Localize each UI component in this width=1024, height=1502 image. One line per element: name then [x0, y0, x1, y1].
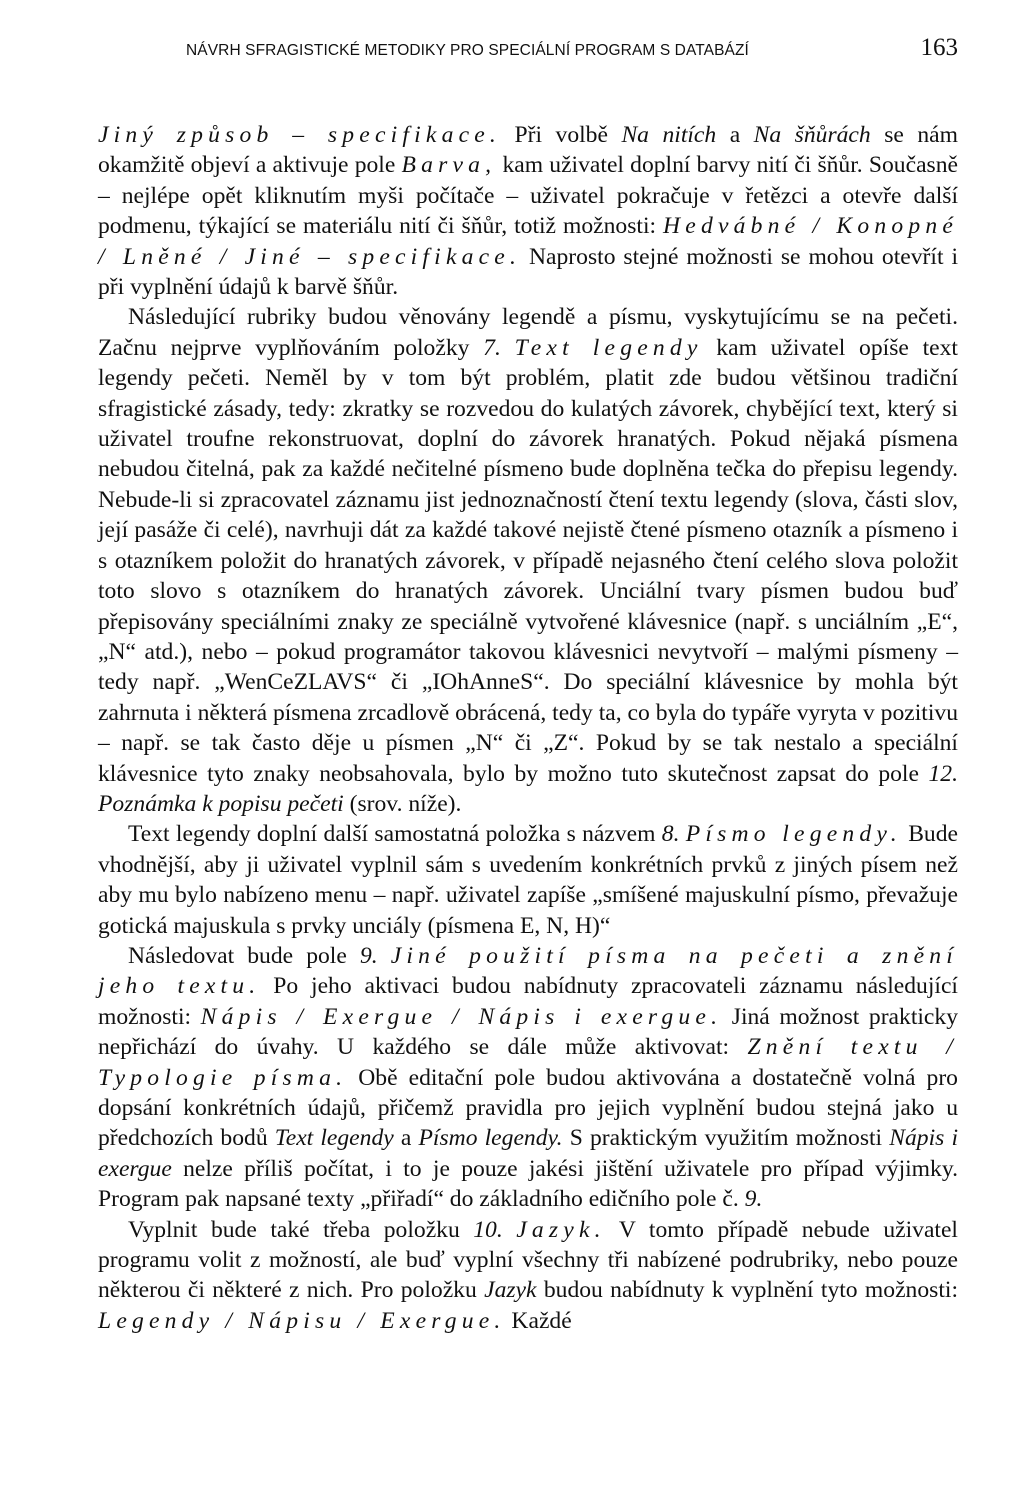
italic-text: Nápis i exergue — [98, 1125, 959, 1182]
text-run: Naprosto stejné možnosti se mohou otevřít i při vyplnění údajů k barvě šňůr. — [98, 243, 958, 301]
text-run — [501, 335, 515, 361]
text-run: V tomto případě nebude uživatel programu volit z možností, ale buď vyplní všechny tři nabízené podrubriky, nebo pouze některou či některé z nich. Pro položku — [98, 1216, 958, 1304]
italic-text: Text legendy — [274, 1125, 394, 1152]
spaced-italic-term: Text legendy — [514, 334, 703, 361]
text-run: Po jeho aktivaci budou nabídnuty zpracovateli záznamu následující možnosti: — [98, 973, 958, 1030]
paragraph — [98, 819, 958, 941]
running-title: NÁVRH SFRAGISTICKÉ METODIKY PRO SPECIÁLNÍ PROGRAM S DATABÁZÍ — [186, 42, 749, 59]
text-run: Vyplnit bude také třeba položku — [128, 1216, 474, 1243]
text-run: (srov. níže). — [343, 790, 462, 817]
paragraph — [98, 302, 958, 819]
text-run: Text legendy doplní další samostatná položka s názvem — [128, 821, 662, 848]
text-run: Následující rubriky budou věnovány legendě a písmu, vyskytujícímu se na pečeti. Začnu nejprve vyplňováním položky — [98, 304, 958, 361]
italic-text: Na šňůrách — [753, 122, 871, 148]
italic-text: Písmo legendy. — [418, 1125, 563, 1152]
text-run: se nám okamžitě objeví a aktivuje pole — [98, 122, 958, 179]
paragraph — [98, 120, 958, 302]
text-run — [378, 943, 391, 969]
text-run: budou nabídnuty k vyplnění tyto možnosti: — [536, 1277, 958, 1304]
spaced-italic-term: Jazyk. — [516, 1216, 606, 1243]
text-run: a — [393, 1125, 419, 1152]
text-run: kam uživatel opíše text legendy pečeti. Neměl by v tom být problém, platit zde budou většinou tradiční sfragistické zásady, tedy: zkratky se rozvedou do kulatých závorek, chybějící text, který si uživatel troufne rekonstruovat, doplní do závorek hranatých. Pokud nějaká písmena nebudou čitelná, pak za každé nečitelné písmeno bude doplněna tečka do přepisu legendy. Nebude-li si zpracovatel záznamu jist jednoznačností čtení textu legendy (slova, části slov, její pasáže či celé), navrhuji dát za každé takové nejistě čtené písmeno otazník a písmeno i s otazníkem položit do hranatých závorek, v případě nejasného čtení celého slova položit toto slovo s otazníkem do hranatých závorek. Unciální tvary písmen budou buď přepisovány speciálními znaky ze speciálně vytvořené klávesnice (např. s unciálním „E“, „N“ atd.), nebo – pokud programátor takovou klávesnici nevytvoří – malými písmeny – tedy např. „WenCeZLAVS“ či „IOhAnneS“. Do speciální klávesnice by mohla být zahrnuta i některá písmena zrcadlově obrácená, tedy ta, co byla do typáře vyryta v pozitivu – např. se tak často děje u písmen „N“ či „Z“. Pokud by se tak nestalo a speciální klávesnice tyto znaky neobsahovala, bylo by možno tuto skutečnost zapsat do pole — [98, 334, 958, 787]
spaced-italic-term: Jiné použití písma na pečeti a znění jeho textu. — [98, 942, 958, 1000]
italic-text: Na nitích — [621, 122, 717, 148]
text-run: Bude vhodnější, aby ji uživatel vyplnil sám s uvedením konkrétních prvků z jiných písem než aby mu bylo nabízeno menu – např. uživatel zapíše „smíšené majuskulní písmo, převažuje gotická majuskula s prvky unciály (písmena E, N, H)“ — [98, 821, 958, 939]
spaced-italic-term: Barva, — [401, 152, 497, 179]
page-number: 163 — [920, 34, 958, 61]
text-run: Jiná možnost prakticky nepřichází do úvahy. U každého se dále může aktivovat: — [98, 1003, 958, 1061]
spaced-italic-term: Nápis / Exergue / Nápis i exergue. — [200, 1003, 723, 1030]
spaced-italic-term: Legendy / Nápisu / Exergue. — [98, 1307, 506, 1334]
italic-text: 12. Poznámka k popisu pečeti — [98, 760, 958, 817]
italic-text: 7. — [483, 334, 501, 361]
italic-text: 9. — [359, 942, 378, 969]
text-run: a — [716, 122, 754, 148]
spaced-italic-term: Znění textu / Typologie písma. — [98, 1034, 958, 1091]
italic-text: 10. — [473, 1216, 503, 1243]
text-run: Při volbě — [501, 122, 622, 148]
body-text — [98, 120, 958, 1336]
italic-text: Jazyk — [484, 1277, 537, 1304]
text-run — [503, 1217, 517, 1243]
spaced-italic-term: Hedvábné / Konopné / Lněné / Jiné – specifikace. — [98, 213, 958, 270]
text-run: nelze příliš počítat, i to je pouze jakési jištění uživatele pro případ výjimky. Program pak napsané texty „přiřadí“ do základního edičního pole č. — [98, 1155, 958, 1213]
page-header — [98, 34, 958, 78]
paragraph — [98, 1215, 958, 1337]
spaced-italic-term: Jiný způsob – specifikace. — [98, 122, 502, 148]
italic-text: 8. — [661, 821, 680, 848]
italic-text: 9. — [744, 1186, 763, 1213]
text-run: S praktickým využitím možnosti — [562, 1125, 890, 1152]
text-run: Následovat bude pole — [128, 942, 360, 969]
paragraph — [98, 941, 958, 1215]
spaced-italic-term: Písmo legendy. — [685, 821, 902, 848]
text-run: kam uživatel doplní barvy nití či šňůr. Současně – nejlépe opět kliknutím myši počítače – uživatel pokračuje v řetězci a otevře další podmenu, týkající se materiálu nití či šňůr, totiž možnosti: — [98, 152, 958, 240]
text-run: Každé — [505, 1307, 572, 1334]
text-run: Obě editační pole budou aktivována a dostatečně volná pro dopsání konkrétních údajů, přičemž pravidla pro jejich vyplnění budou stejná jako u předchozích bodů — [98, 1064, 958, 1152]
